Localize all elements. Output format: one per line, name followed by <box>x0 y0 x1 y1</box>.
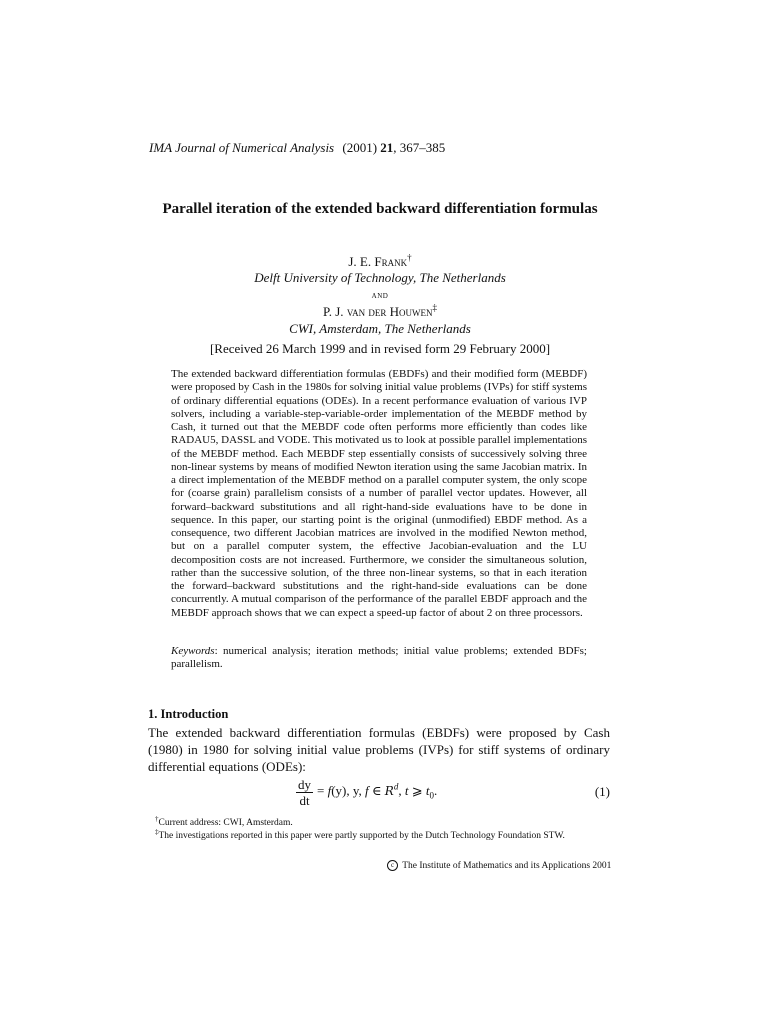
eq-t0-subscript: 0 <box>429 790 434 801</box>
author-2-initials: P. J. <box>322 304 347 319</box>
equation-denominator: dt <box>299 792 310 808</box>
copyright-icon: c <box>387 860 398 871</box>
footnotes <box>155 814 615 843</box>
keywords <box>171 645 587 672</box>
author-1-initials: J. E. F <box>348 254 382 269</box>
equation-fraction <box>296 777 313 808</box>
eq-sep: , <box>398 783 405 799</box>
eq-t: t <box>404 783 409 799</box>
author-2 <box>160 304 600 320</box>
section-heading-introduction: 1. Introduction <box>148 707 229 721</box>
equation-numerator: dy <box>298 776 311 792</box>
copyright-text: The Institute of Mathematics and its Applications 2001 <box>400 861 612 871</box>
journal-pages: , 367–385 <box>393 140 446 155</box>
author-2-surname-initial: H <box>389 304 400 319</box>
footnote-1-mark: † <box>155 814 159 823</box>
keywords-text: : numerical analysis; iteration methods; initial value problems; extended BDFs; parallelism. <box>171 645 587 671</box>
eq-args: (y), y, <box>331 783 366 799</box>
footnote-1-text: Current address: CWI, Amsterdam. <box>158 818 293 828</box>
eq-end: . <box>434 783 438 799</box>
eq-equals: = <box>317 783 328 799</box>
author-conjunction: and <box>371 290 389 301</box>
author-1-footnote-mark: † <box>407 252 412 263</box>
affiliation-2: CWI, Amsterdam, The Netherlands <box>289 321 471 336</box>
eq-in: ∈ <box>368 783 385 799</box>
journal-year: (2001) <box>342 140 378 155</box>
received-dates: [Received 26 March 1999 and in revised form 29 February 2000] <box>209 341 551 356</box>
introduction-paragraph: The extended backward differentiation formulas (EBDFs) were proposed by Cash (1980) in 1980 for solving initial value problems (IVPs) for stiff systems of ordinary differential equations (ODEs): <box>148 725 610 774</box>
author-2-surname: ouwen <box>399 304 433 319</box>
eq-f2: f <box>365 783 369 799</box>
equation-1 <box>296 774 437 810</box>
affiliation-1: Delft University of Technology, The Netherlands <box>254 270 506 285</box>
equation-number: (1) <box>594 784 610 799</box>
journal-volume: 21 <box>380 140 394 155</box>
eq-real-space: R <box>384 784 394 799</box>
equation-rhs <box>317 783 437 801</box>
footnote-1 <box>155 814 615 830</box>
eq-ge: ⩾ <box>408 783 426 799</box>
journal-name: IMA Journal of Numerical Analysis <box>149 140 335 155</box>
copyright-notice <box>387 860 612 873</box>
eq-t0: t <box>425 783 430 799</box>
eq-f: f <box>327 783 332 799</box>
keywords-label: Keywords <box>171 645 215 657</box>
abstract: The extended backward differentiation formulas (EBDFs) and their modified form (MEBDF) were proposed by Cash in the 1980s for solving initial value problems (IVPs) for stiff systems of ordinary differential equations (ODEs). In a recent performance evaluation of various IVP solvers, including a variable-step-variable-order implementation of the MEBDF method by Cash, it turned out that the MEBDF code often performs more efficiently than codes like RADAU5, DASSL and VODE. This motivated us to look at possible parallel implementations of the MEBDF method. Each MEBDF step essentially consists of successively solving three non-linear systems by means of modified Newton iteration using the same Jacobian matrix. In a direct implementation of the MEBDF method on a parallel computer system, the only scope for (coarse grain) parallelism consists of a number of parallel vector updates. However, all forward–backward substitutions and all right-hand-side evaluations have to be done in sequence. In this paper, our starting point is the original (unmodified) EBDF method. As a consequence, two different Jacobian matrices are involved in the modified Newton method, but on a parallel computer system, the effective Jacobian-evaluation and the LU decomposition costs are not increased. Furthermore, we consider the simultaneous solution, rather than the successive solution, of the three non-linear systems, so that in each iteration the forward–backward substitutions and the right-hand-side evaluations can be done concurrently. A mutual comparison of the performance of the parallel EBDF approach and the MEBDF approach shows that we can expect a speed-up factor of about 2 on three processors. <box>171 368 587 619</box>
author-2-footnote-mark: ‡ <box>432 302 438 313</box>
footnote-2-mark: ‡ <box>155 827 159 836</box>
author-1-surname: rank <box>381 254 408 269</box>
journal-citation <box>149 140 445 156</box>
footnote-2 <box>155 827 615 843</box>
author-2-particle: van der <box>346 304 390 319</box>
eq-dimension: d <box>393 781 399 792</box>
author-1 <box>160 254 600 270</box>
paper-title: Parallel iteration of the extended backward differentiation formulas <box>162 201 598 217</box>
footnote-2-text: The investigations reported in this paper were partly supported by the Dutch Technology Foundation STW. <box>158 831 565 841</box>
